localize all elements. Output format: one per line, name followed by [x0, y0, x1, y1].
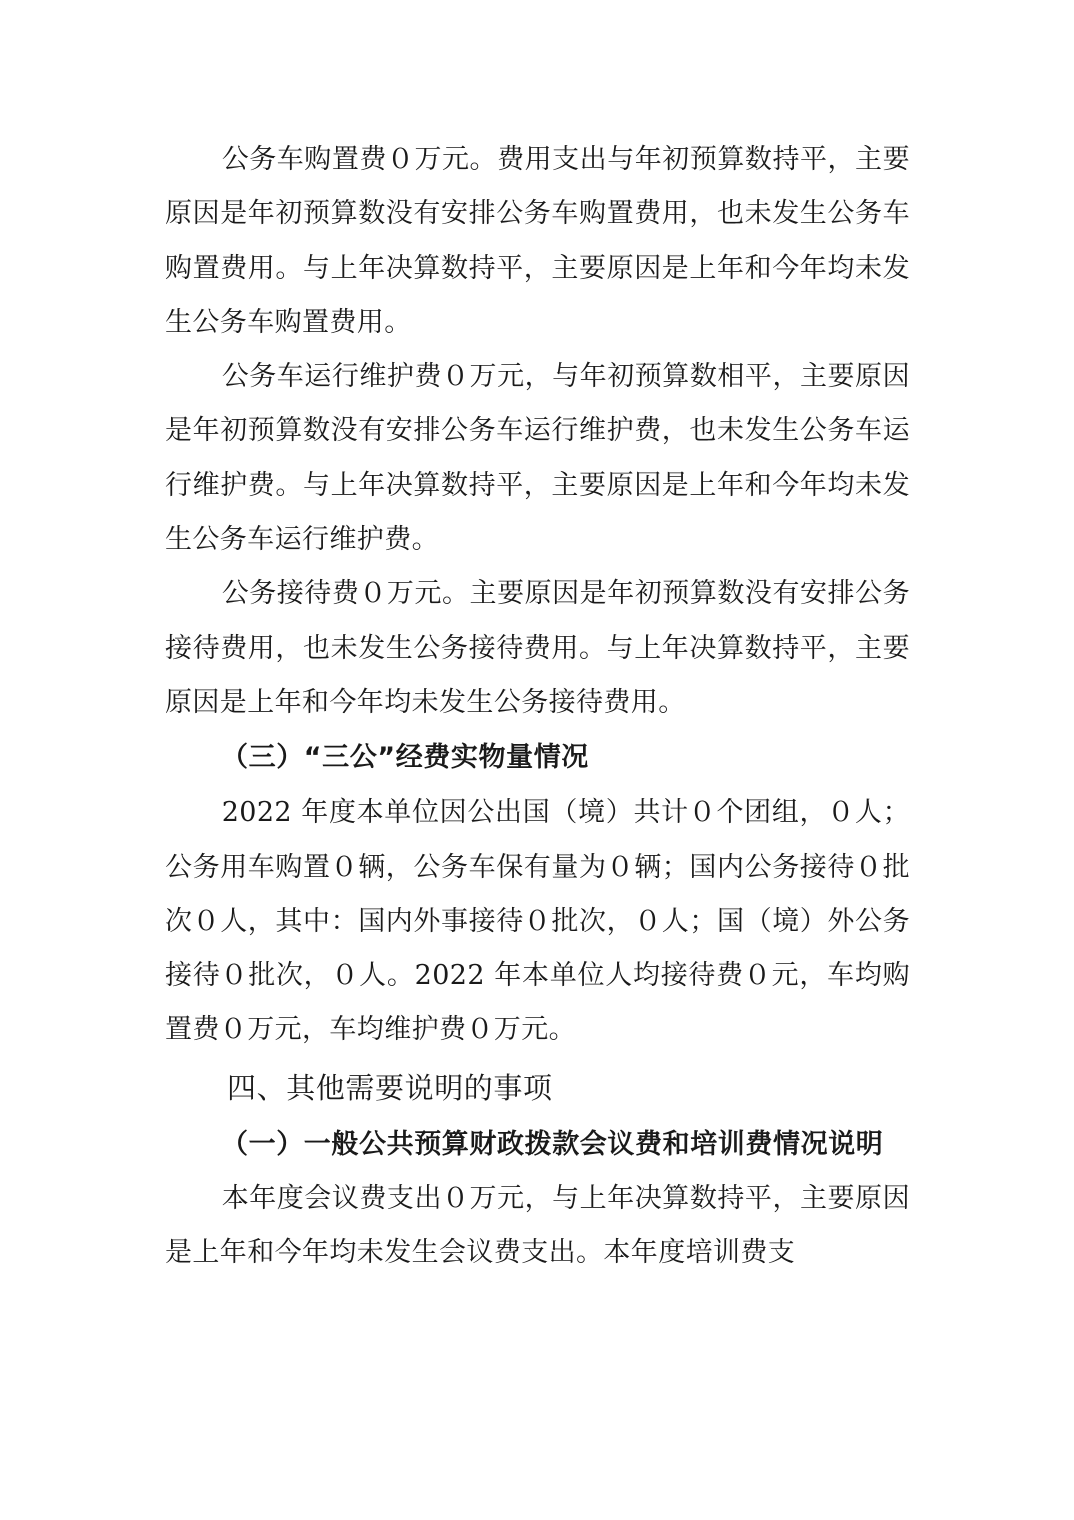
document-body — [165, 133, 910, 1280]
section-heading-other-matters: 四、其他需要说明的事项 — [227, 1070, 553, 1105]
paragraph-vehicle-purchase: 公务车购置费０万元。费用支出与年初预算数持平，主要原因是年初预算数没有安排公务车购置费用，也未发生公务车购置费用。与上年决算数持平，主要原因是上年和今年均未发生公务车购置费用。 — [165, 144, 910, 338]
section-heading-three-public-quantities: （三）“三公”经费实物量情况 — [221, 742, 589, 774]
paragraph-meeting-training: 本年度会议费支出０万元，与上年决算数持平，主要原因是上年和今年均未发生会议费支出。本年度培训费支 — [165, 1182, 910, 1269]
section-heading-meeting-training-fees: （一）一般公共预算财政拨款会议费和培训费情况说明 — [221, 1128, 884, 1160]
paragraph-physical-quantities: 2022 年度本单位因公出国（境）共计０个团组，０人；公务用车购置０辆，公务车保有量为０辆；国内公务接待０批次０人，其中：国内外事接待０批次，０人；国（境）外公务接待０批次，０人。2022 年本单位人均接待费０元，车均购置费０万元，车均维护费０万元。 — [165, 797, 910, 1046]
paragraph-vehicle-maintenance: 公务车运行维护费０万元，与年初预算数相平，主要原因是年初预算数没有安排公务车运行维护费，也未发生公务车运行维护费。与上年决算数持平，主要原因是上年和今年均未发生公务车运行维护费。 — [165, 361, 910, 556]
paragraph-reception-fee: 公务接待费０万元。主要原因是年初预算数没有安排公务接待费用，也未发生公务接待费用。与上年决算数持平，主要原因是上年和今年均未发生公务接待费用。 — [165, 578, 910, 718]
